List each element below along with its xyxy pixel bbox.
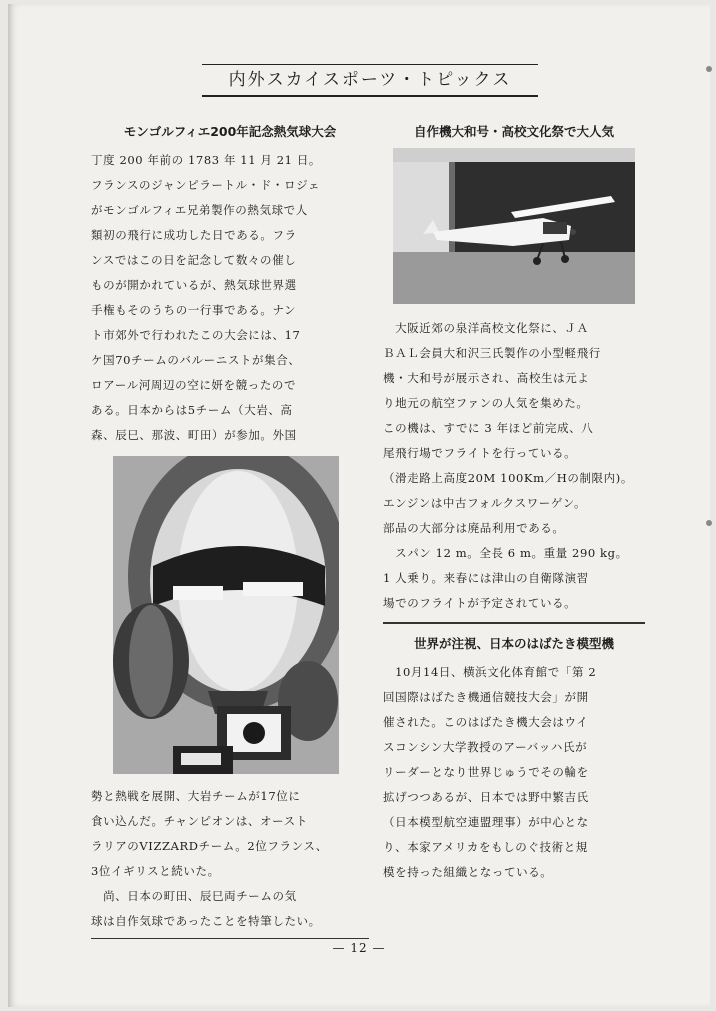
article-body-ornithopter: 10月14日、横浜文化体育館で「第 2 回国際はばたき機通信競技大会」が開 催された。このはばたき機大会はウイ スコンシン大学教授のアーバッハ氏が リーダーとなり世界じゅうでその輪を 拡げつつあるが、日本では野中繁吉氏 （日本模型航空連盟理事）が中心とな り、本家アメリカをもしのぐ技術と規 模を持った組織となっている。 bbox=[383, 665, 597, 879]
hot-air-balloon-photo bbox=[113, 456, 339, 774]
left-article bbox=[91, 122, 369, 949]
article-heading-ornithopter: 世界が注視、日本のはばたき模型機 bbox=[413, 636, 614, 651]
article-body-balloon-3: 尚、日本の町田、辰巳両チームの気 球は自作気球であったことを特筆したい。 bbox=[91, 889, 321, 928]
article-heading-balloon: モンゴルフィエ200年記念熱気球大会 bbox=[123, 124, 337, 139]
article-body-balloon-2: 勢と熱戦を展開、大岩チームが17位に 食い込んだ。チャンピオンは、オースト ラリアのVIZZARDチーム。2位フランス、 3位イギリスと続いた。 bbox=[91, 789, 328, 878]
binding-hole bbox=[706, 520, 712, 526]
right-articles bbox=[383, 122, 645, 885]
light-aircraft-photo bbox=[393, 148, 635, 304]
right-section-rule bbox=[383, 622, 645, 624]
article-body-plane: 大阪近郊の泉洋高校文化祭に、ＪＡ ＢＡＬ会員大和沢三氏製作の小型軽飛行 機・大和号が展示され、高校生は元よ り地元の航空ファンの人気を集めた。 この機は、すでに 3 年ほど前完成、八 尾飛行場でフライトを行っている。 （滑走路上高度20M 100Km／Hの制限内)。 エンジンは中古フォルクスワーゲン。 部品の大部分は廃品利用である。 スパン 12 m。全長 6 m。重量 290 kg。 1 人乗り。来春には津山の自衛隊演習 場でのフライトが予定されている。 bbox=[383, 321, 633, 610]
section-header bbox=[202, 64, 538, 97]
hot-air-balloon-illustration bbox=[113, 456, 339, 774]
left-bottom-rule bbox=[91, 938, 369, 939]
magazine-page bbox=[8, 4, 710, 1007]
article-heading-plane: 自作機大和号・高校文化祭で大人気 bbox=[413, 124, 614, 139]
section-title: 内外スカイスポーツ・トピックス bbox=[228, 70, 512, 90]
page-number: — 12 — bbox=[332, 941, 386, 955]
binding-hole bbox=[706, 66, 712, 72]
article-body-balloon-1: 丁度 200 年前の 1783 年 11 月 21 日。 フランスのジャンピラートル・ド・ロジェ がモンゴルフィエ兄弟製作の熱気球で人 類初の飛行に成功した日である。フラ ンスではこの日を記念して数々の催し ものが開かれているが、熱気球世界選 手権もそのうちの一行事である。ナン ト市郊外で行われたこの大会には、17 ケ国70チームのバルーニストが集合、 ロアール河周辺の空に妍を競ったので ある。日本からは5チーム（大岩、高 森、辰巳、那波、町田）が参加。外国 bbox=[91, 153, 322, 442]
light-aircraft-illustration bbox=[393, 148, 635, 304]
